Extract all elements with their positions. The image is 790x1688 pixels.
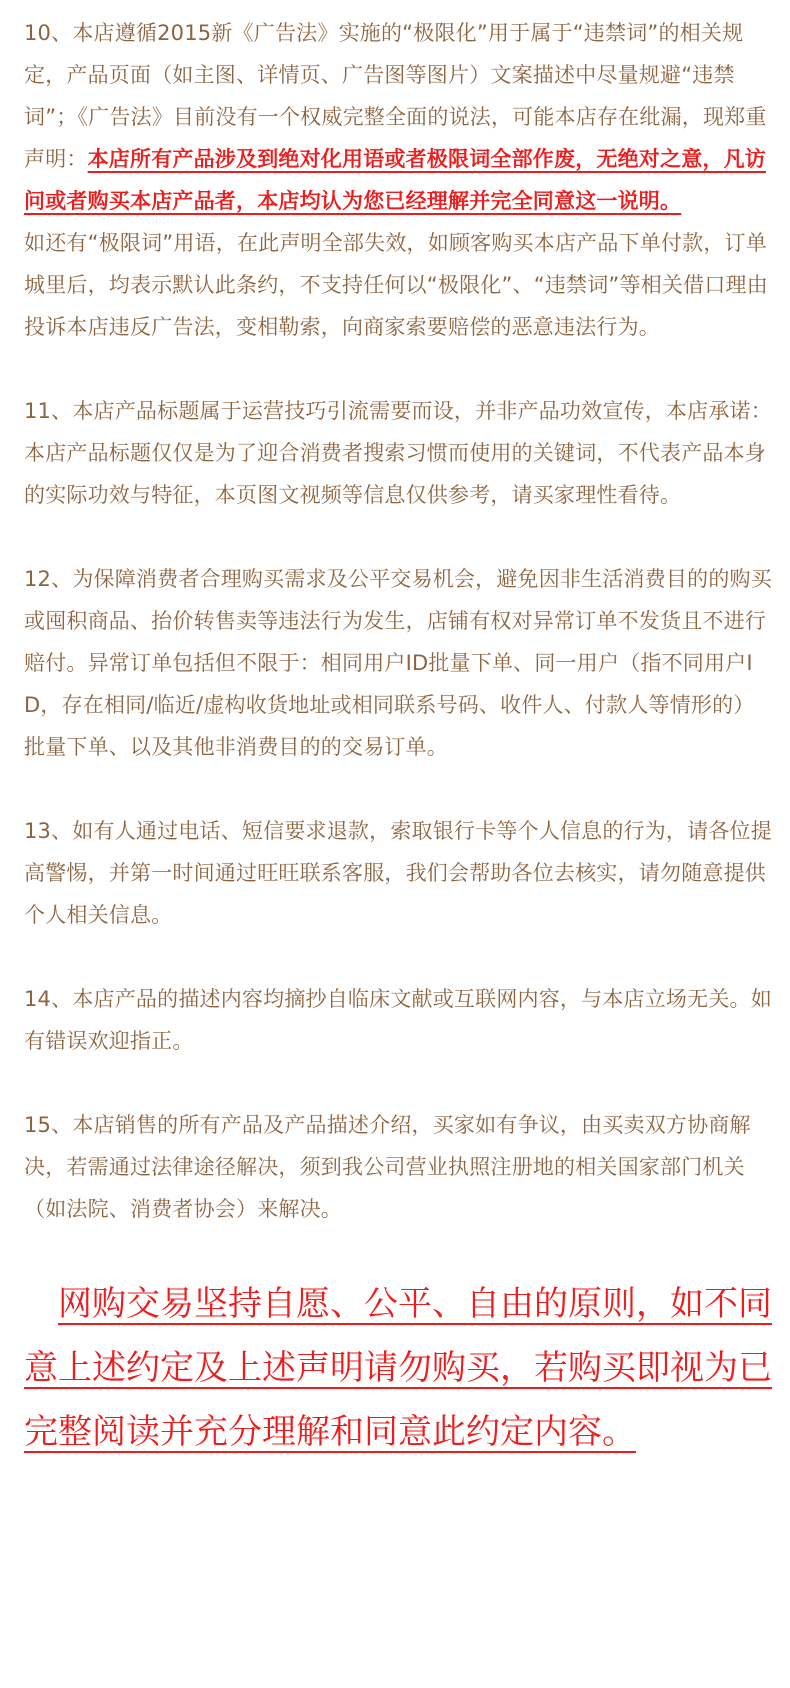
clause-10-text: 10、本店遵循2015新《广告法》实施的“极限化”用于属于“违禁词”的相关规定，产品页面（如主图、详情页、广告图等图片）文案描述中尽量规避“违禁词”；《广告法》目前没有一个权威完整全面的说法，可能本店存在纰漏，现郑重声明： <box>24 21 767 171</box>
closing-statement: 网购交易坚持自愿、公平、自由的原则，如不同意上述约定及上述声明请勿购买，若购买即视为已完整阅读并充分理解和同意此约定内容。 <box>24 1284 772 1452</box>
clause-15: 15、本店销售的所有产品及产品描述介绍，买家如有争议，由买卖双方协商解决，若需通过法律途径解决，须到我公司营业执照注册地的相关国家部门机关（如法院、消费者协会）来解决。 <box>24 1113 751 1221</box>
clause-10 <box>24 12 772 348</box>
clause-14: 14、本店产品的描述内容均摘抄自临床文献或互联网内容，与本店立场无关。如有错误欢迎指正。 <box>24 987 772 1053</box>
clause-10-highlight: 本店所有产品涉及到绝对化用语或者极限词全部作废，无绝对之意，凡访问或者购买本店产品者，本店均认为您已经理解并完全同意这一说明。 <box>24 147 767 213</box>
disclaimer-document <box>24 12 772 1464</box>
clause-12: 12、为保障消费者合理购买需求及公平交易机会，避免因非生活消费目的的购买或囤积商品、抬价转售卖等违法行为发生，店铺有权对异常订单不发货且不进行赔付。异常订单包括但不限于：相同用户ID批量下单、同一用户（指不同用户ID，存在相同/临近/虚构收货地址或相同联系号码、收件人、付款人等情形的）批量下单、以及其他非消费目的的交易订单。 <box>24 567 772 759</box>
clause-13: 13、如有人通过电话、短信要求退款，索取银行卡等个人信息的行为，请各位提高警惕，并第一时间通过旺旺联系客服，我们会帮助各位去核实，请勿随意提供个人相关信息。 <box>24 819 772 927</box>
clause-11: 11、本店产品标题属于运营技巧引流需要而设，并非产品功效宣传，本店承诺：本店产品标题仅仅是为了迎合消费者搜索习惯而使用的关键词，不代表产品本身的实际功效与特征，本页图文视频等信息仅供参考，请买家理性看待。 <box>24 399 772 507</box>
clause-10-continued: 如还有“极限词”用语，在此声明全部失效，如顾客购买本店产品下单付款，订单城里后，均表示默认此条约，不支持任何以“极限化”、“违禁词”等相关借口理由投诉本店违反广告法，变相勒索，向商家索要赔偿的恶意违法行为。 <box>24 231 768 339</box>
